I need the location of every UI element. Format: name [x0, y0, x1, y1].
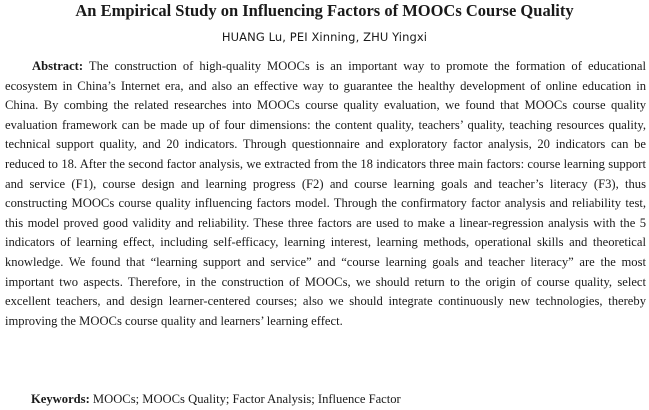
keywords-label: Keywords: — [31, 392, 90, 406]
author-list: HUANG Lu, PEI Xinning, ZHU Yingxi — [221, 30, 428, 44]
paper-title: An Empirical Study on Influencing Factors of MOOCs Course Quality — [75, 1, 574, 20]
abstract-label: Abstract: — [32, 59, 84, 73]
keywords-line — [31, 390, 641, 410]
keywords-text: MOOCs; MOOCs Quality; Factor Analysis; Influence Factor — [92, 392, 401, 406]
abstract-paragraph — [5, 57, 646, 331]
abstract-text: The construction of high-quality MOOCs is an important way to promote the formation of educational ecosystem in China’s Internet era, and also an effective way to guarantee the healthy development of online education in China. By combing the related researches into MOOCs course quality evaluation, we found that MOOCs course quality evaluation framework can be made up of four dimensions: the content quality, teachers’ quality, teaching resources quality, technical support quality, and 20 indicators. Through questionnaire and exploratory factor analysis, 20 indicators can be reduced to 18. After the second factor analysis, we extracted from the 18 indicators three main factors: course learning support and service (F1), course design and learning progress (F2) and course learning goals and teacher’s literacy (F3), thus constructing MOOCs course quality influencing factors model. Through the confirmatory factor analysis and reliability test, this model proved good validity and reliability. These three factors are used to make a linear-regression analysis with the 5 indicators of learning effect, including self-efficacy, learning interest, learning methods, operational skills and theoretical knowledge. We found that “learning support and service” and “course learning goals and teacher literacy” are the most important two aspects. Therefore, in the construction of MOOCs, we should return to the origin of course quality, select excellent teachers, and design learner-centered courses; also we should integrate continuously new technologies, thereby improving the MOOCs course quality and learners’ learning effect. — [5, 59, 647, 328]
